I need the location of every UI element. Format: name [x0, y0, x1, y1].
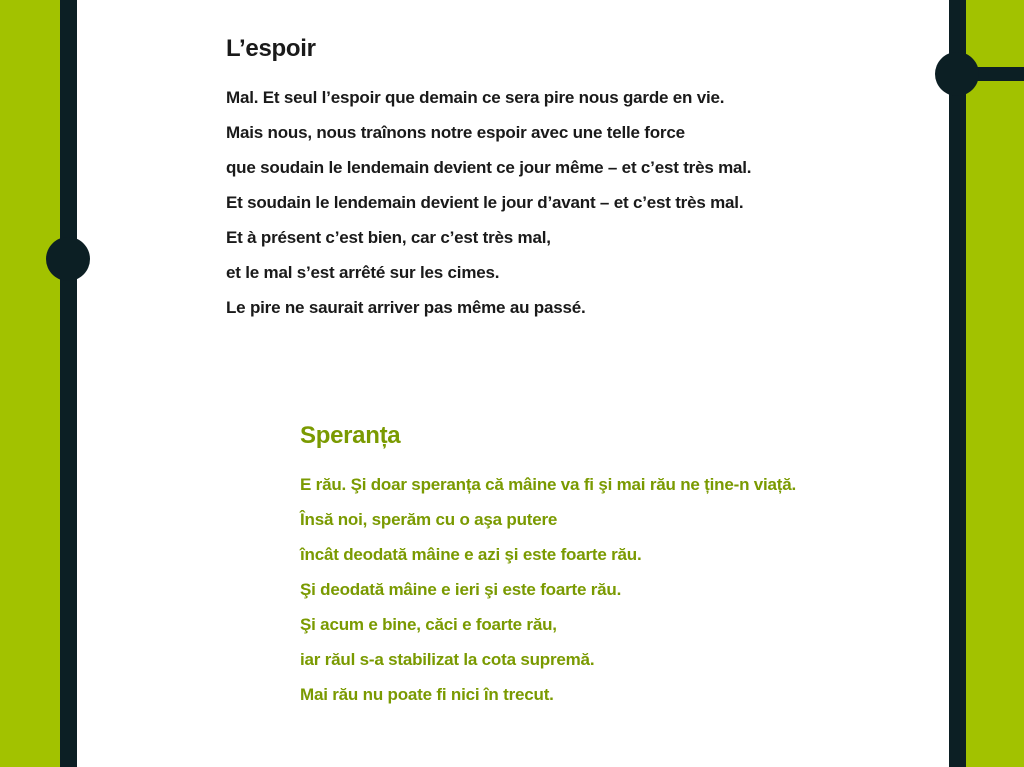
poem-line: Mai rău nu poate fi nici în trecut.: [300, 685, 554, 704]
poem-line: Şi deodată mâine e ieri şi este foarte rău.: [300, 580, 622, 599]
poem-line: Mal. Et seul l’espoir que demain ce sera pire nous garde en vie.: [226, 88, 725, 107]
left-dark-band: [60, 0, 77, 767]
poem-romanian: [300, 419, 796, 712]
poem-french: [226, 32, 751, 325]
poem-line: Şi acum e bine, căci e foarte rău,: [300, 615, 557, 634]
left-circle-decoration: [46, 237, 90, 281]
poem-line: încât deodată mâine e azi şi este foarte rău.: [300, 545, 642, 564]
poem-line: Însă noi, sperăm cu o aşa putere: [300, 510, 558, 529]
poem-french-title: L’espoir: [226, 35, 316, 62]
poem-line: iar răul s-a stabilizat la cota supremă.: [300, 650, 595, 669]
poem-line: Mais nous, nous traînons notre espoir avec une telle force: [226, 123, 685, 142]
poem-romanian-title: Speranța: [300, 422, 401, 449]
poem-line: Et soudain le lendemain devient le jour d’avant – et c’est très mal.: [226, 193, 744, 212]
poem-line: et le mal s’est arrêté sur les cimes.: [226, 263, 500, 282]
poem-french-lines: [226, 80, 751, 325]
poem-line: Et à présent c’est bien, car c’est très mal,: [226, 228, 551, 247]
poem-romanian-lines: [300, 467, 796, 712]
poem-line: E rău. Şi doar speranța că mâine va fi şi mai rău ne ține-n viață.: [300, 475, 797, 494]
right-dark-band: [949, 0, 966, 767]
poem-line: que soudain le lendemain devient ce jour même – et c’est très mal.: [226, 158, 752, 177]
right-circle-decoration: [935, 52, 979, 96]
poem-line: Le pire ne saurait arriver pas même au passé.: [226, 298, 586, 317]
